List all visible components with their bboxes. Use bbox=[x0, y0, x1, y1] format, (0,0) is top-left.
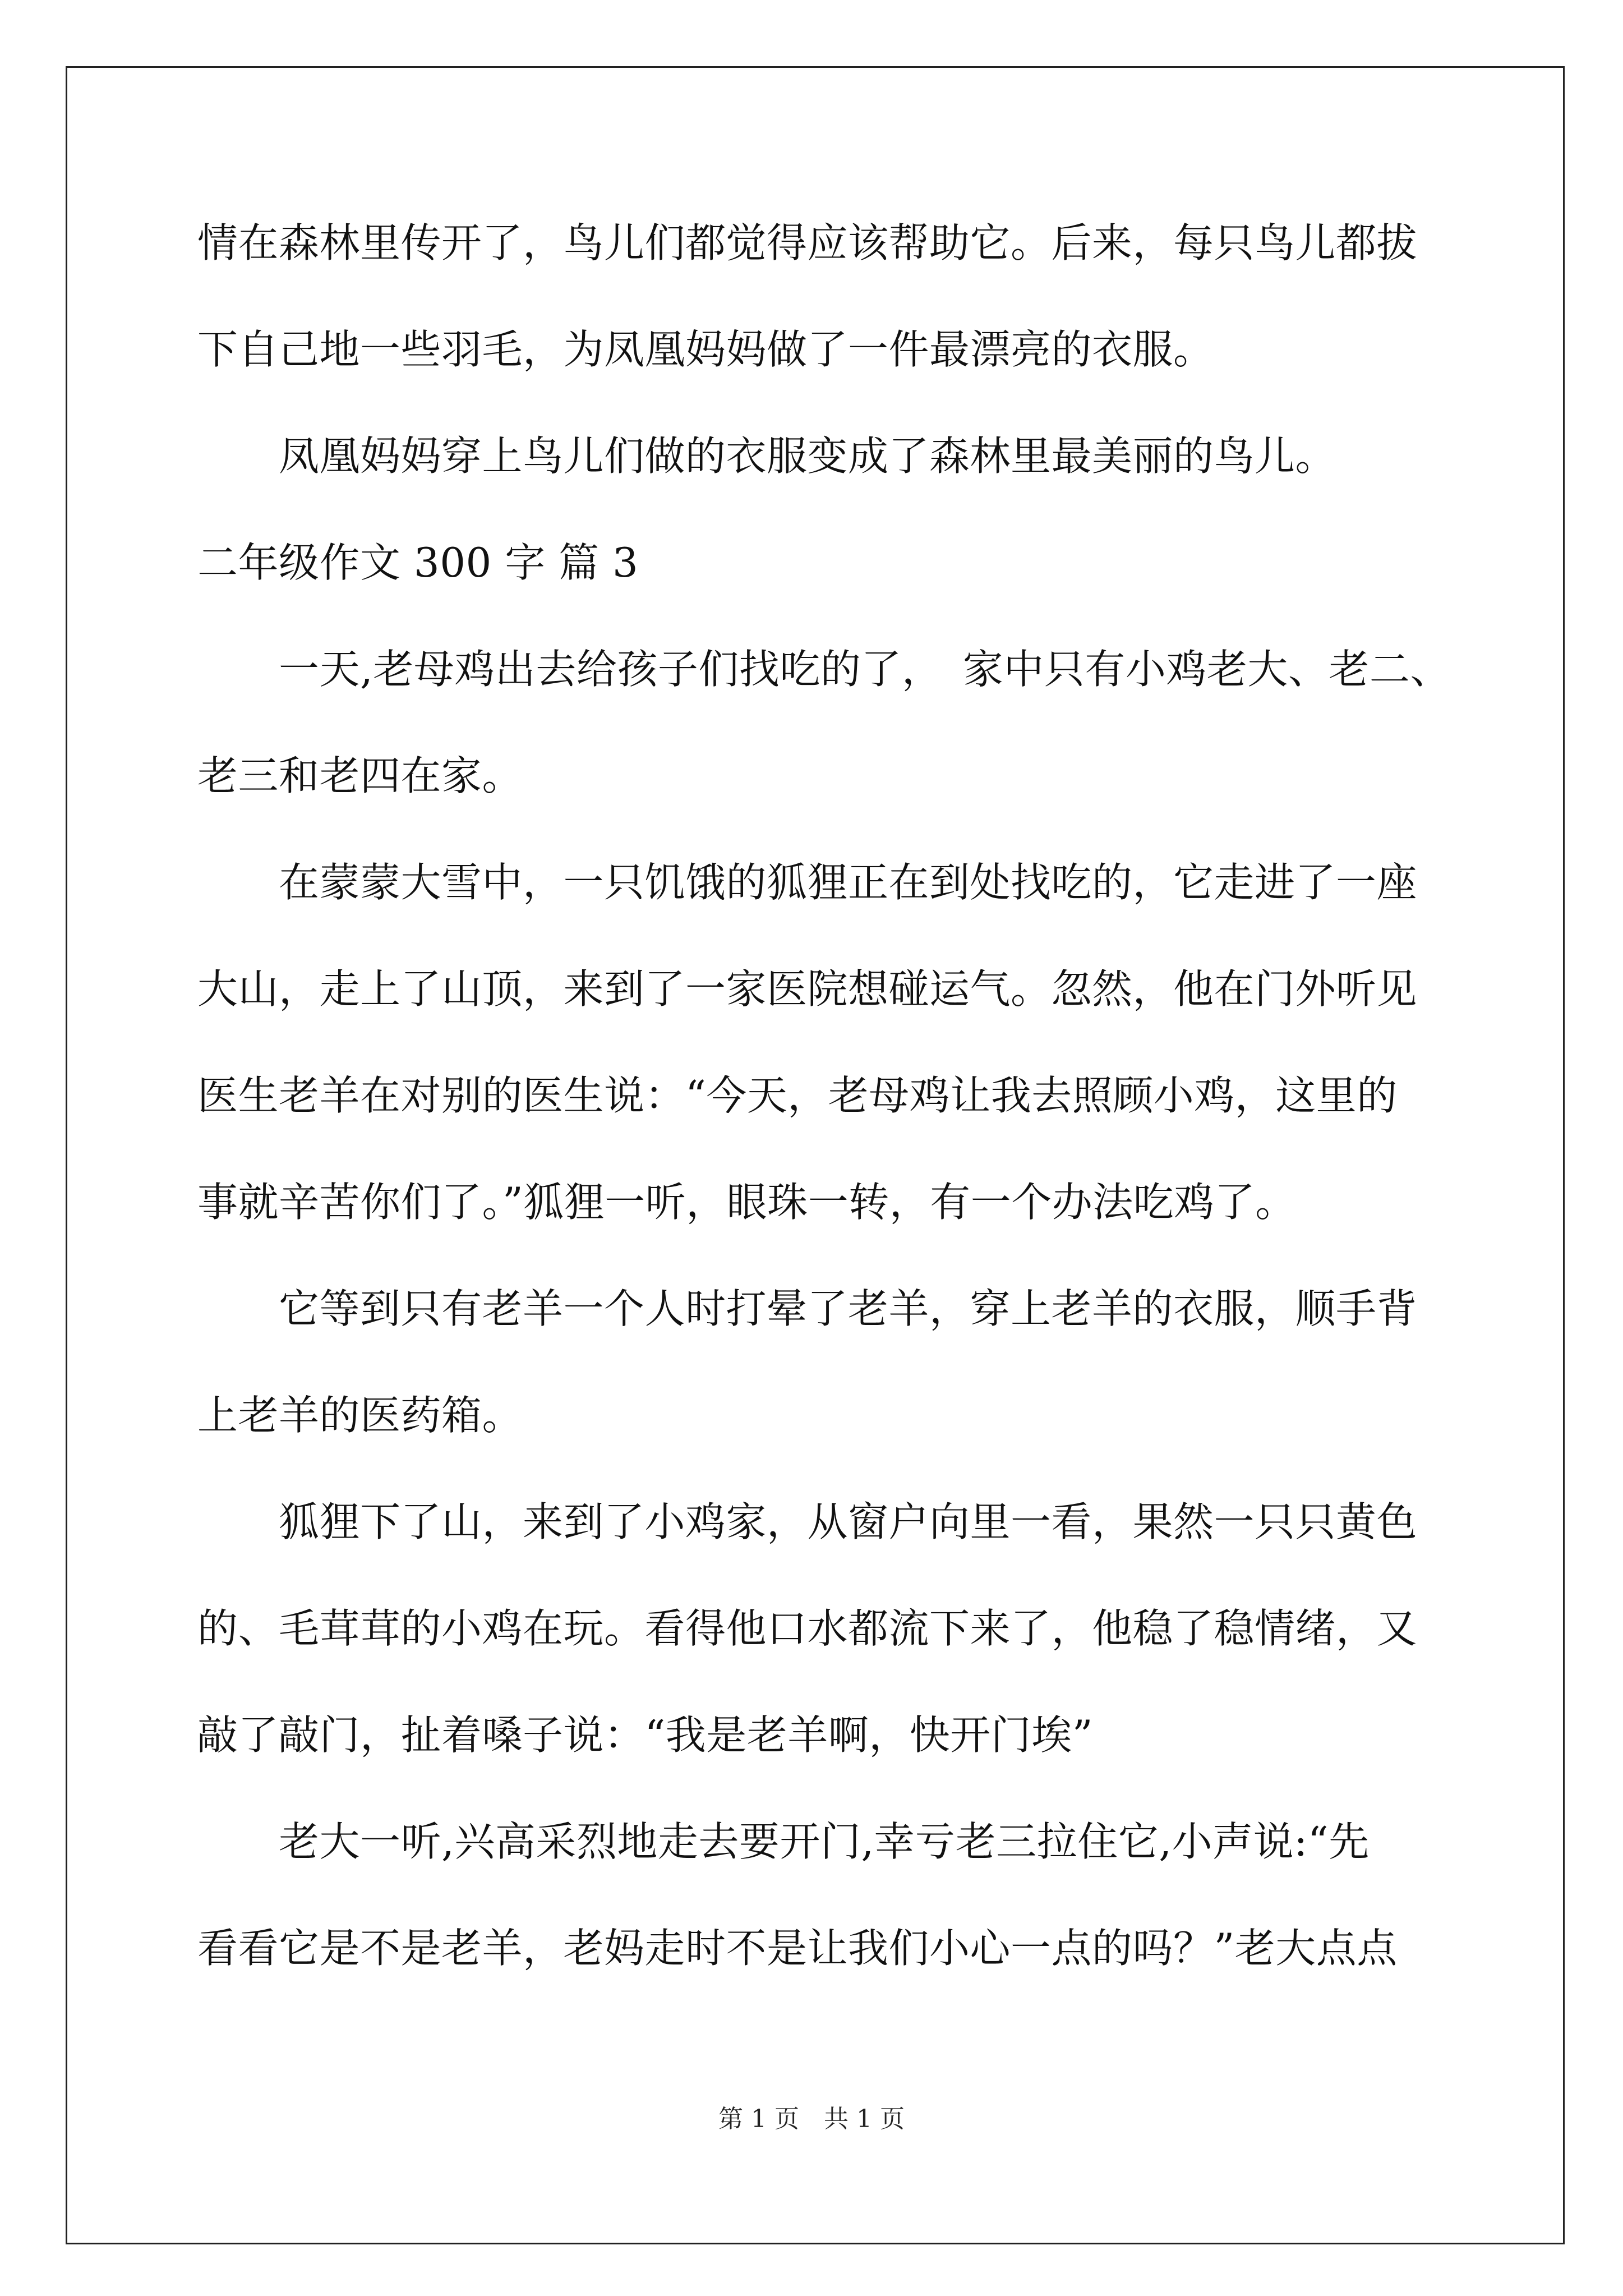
text-line: 大山，走上了山顶，来到了一家医院想碰运气。忽然，他在门外听见 bbox=[197, 965, 1418, 1013]
text-line: 情在森林里传开了，鸟儿们都觉得应该帮助它。后来，每只鸟儿都拔 bbox=[197, 219, 1418, 266]
text-line: 在蒙蒙大雪中，一只饥饿的狐狸正在到处找吃的，它走进了一座 bbox=[197, 859, 1418, 906]
text-line: 狐狸下了山，来到了小鸡家，从窗户向里一看，果然一只只黄色 bbox=[197, 1498, 1418, 1545]
text-line: 的、毛茸茸的小鸡在玩。看得他口水都流下来了，他稳了稳情绪，又 bbox=[197, 1605, 1418, 1652]
page-border bbox=[66, 66, 1565, 2244]
text-line: 老三和老四在家。 bbox=[197, 752, 523, 799]
text-line: 凤凰妈妈穿上鸟儿们做的衣服变成了森林里最美丽的鸟儿。 bbox=[197, 432, 1336, 480]
text-line: 敲了敲门，扯着嗓子说：“我是老羊啊，快开门埃” bbox=[197, 1711, 1094, 1759]
text-line: 一天,老母鸡出去给孩子们找吃的了， 家中只有小鸡老大、老二、 bbox=[197, 646, 1451, 693]
section-heading: 二年级作文 300 字 篇 3 bbox=[197, 539, 639, 586]
text-line: 它等到只有老羊一个人时打晕了老羊，穿上老羊的衣服，顺手背 bbox=[197, 1285, 1418, 1332]
text-line: 下自己地一些羽毛，为凤凰妈妈做了一件最漂亮的衣服。 bbox=[197, 326, 1214, 373]
text-line: 看看它是不是老羊，老妈走时不是让我们小心一点的吗？”老大点点 bbox=[197, 1925, 1398, 1972]
page-footer: 第 1 页 共 1 页 bbox=[718, 2105, 905, 2133]
text-line: 老大一听,兴高采烈地走去要开门,幸亏老三拉住它,小声说:“先 bbox=[197, 1818, 1370, 1865]
text-line: 事就辛苦你们了。”狐狸一听，眼珠一转，有一个办法吃鸡了。 bbox=[197, 1179, 1296, 1226]
text-line: 医生老羊在对别的医生说：“今天，老母鸡让我去照顾小鸡，这里的 bbox=[197, 1072, 1398, 1119]
text-line: 上老羊的医药箱。 bbox=[197, 1392, 523, 1439]
